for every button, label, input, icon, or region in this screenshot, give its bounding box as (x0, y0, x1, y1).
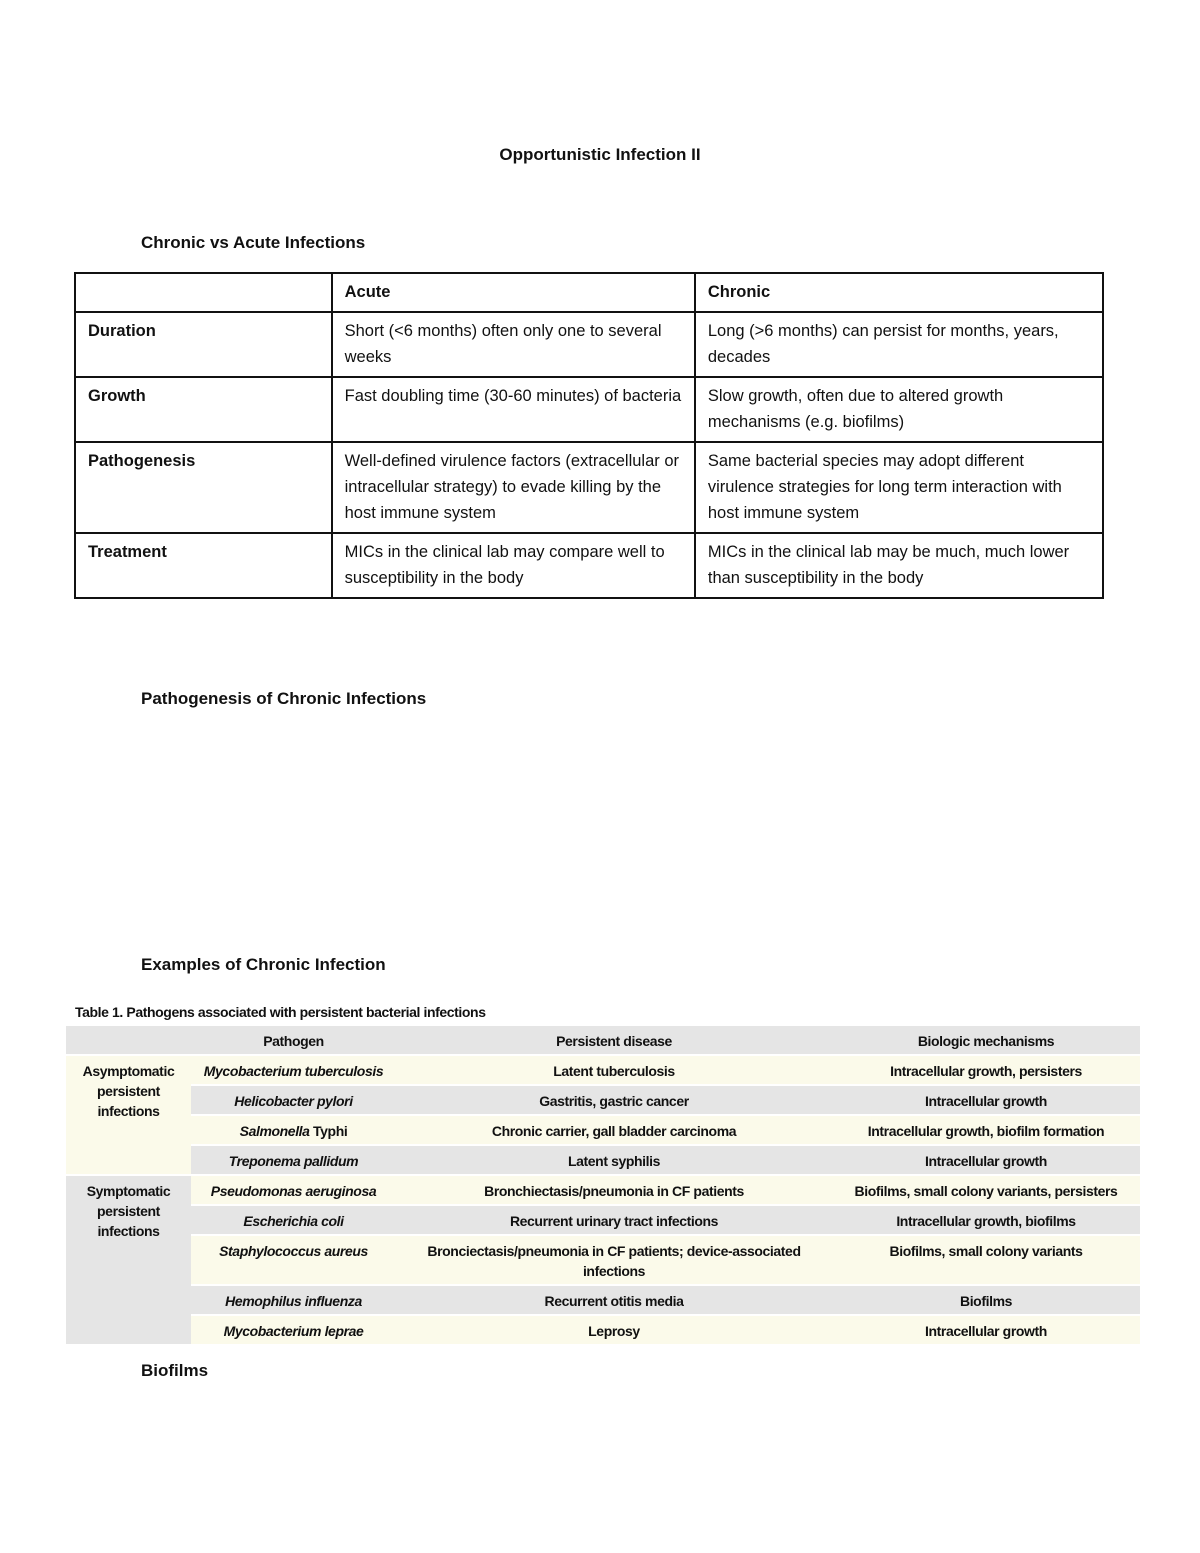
acute-cell: Short (<6 months) often only one to several weeks (332, 312, 695, 377)
pathogen-cell: Mycobacterium leprae (191, 1315, 396, 1345)
chronic-cell: MICs in the clinical lab may be much, much lower than susceptibility in the body (695, 533, 1103, 598)
table-caption (75, 1004, 486, 1020)
disease-cell: Recurrent urinary tract infections (396, 1205, 832, 1235)
table-header-row (75, 273, 1103, 312)
pathogen-serovar: Typhi (309, 1123, 348, 1139)
mechanism-cell: Intracellular growth (832, 1085, 1140, 1115)
disease-cell: Latent syphilis (396, 1145, 832, 1175)
mechanism-cell: Intracellular growth, biofilm formation (832, 1115, 1140, 1145)
table-row (75, 442, 1103, 533)
table-row (66, 1085, 1140, 1115)
disease-cell: Recurrent otitis media (396, 1285, 832, 1315)
table-caption-label: Table 1. (75, 1004, 123, 1020)
table-caption-text: Pathogens associated with persistent bacterial infections (126, 1004, 486, 1020)
mechanism-cell: Biofilms, small colony variants (832, 1235, 1140, 1285)
heading-chronic-vs-acute: Chronic vs Acute Infections (141, 233, 366, 252)
comparison-table (74, 272, 1104, 599)
mechanism-cell: Biofilms, small colony variants, persisters (832, 1175, 1140, 1205)
mechanism-cell: Intracellular growth (832, 1145, 1140, 1175)
table-row (75, 377, 1103, 442)
mechanism-cell: Intracellular growth (832, 1315, 1140, 1345)
table-row (66, 1205, 1140, 1235)
column-header-disease: Persistent disease (396, 1026, 832, 1055)
pathogen-cell: Treponema pallidum (191, 1145, 396, 1175)
column-header-group (66, 1026, 191, 1055)
table-row (66, 1285, 1140, 1315)
table-row (75, 312, 1103, 377)
column-header-mechanism: Biologic mechanisms (832, 1026, 1140, 1055)
table-row (75, 533, 1103, 598)
heading-pathogenesis: Pathogenesis of Chronic Infections (141, 689, 427, 708)
table-row (66, 1145, 1140, 1175)
pathogen-cell: Staphylococcus aureus (191, 1235, 396, 1285)
pathogen-genus: Salmonella (239, 1123, 310, 1139)
table-row (66, 1175, 1140, 1205)
pathogen-cell: Pseudomonas aeruginosa (191, 1175, 396, 1205)
page-title: Opportunistic Infection II (499, 145, 701, 164)
pathogen-cell: Escherichia coli (191, 1205, 396, 1235)
acute-cell: Fast doubling time (30-60 minutes) of bacteria (332, 377, 695, 442)
acute-cell: MICs in the clinical lab may compare well to susceptibility in the body (332, 533, 695, 598)
pathogen-cell (191, 1115, 396, 1145)
disease-cell: Bronchiectasis/pneumonia in CF patients (396, 1175, 832, 1205)
disease-cell: Leprosy (396, 1315, 832, 1345)
disease-cell: Bronciectasis/pneumonia in CF patients; device-associated infections (396, 1235, 832, 1285)
table-row (66, 1115, 1140, 1145)
table-header-row (66, 1026, 1140, 1055)
table-row (66, 1055, 1140, 1085)
pathogen-cell: Hemophilus influenza (191, 1285, 396, 1315)
group-label-asymptomatic: Asymptomatic persistent infections (66, 1055, 191, 1175)
acute-cell: Well-defined virulence factors (extracellular or intracellular strategy) to evade killing by the host immune system (332, 442, 695, 533)
table-row (66, 1235, 1140, 1285)
pathogen-cell: Helicobacter pylori (191, 1085, 396, 1115)
column-header (75, 273, 332, 312)
mechanism-cell: Intracellular growth, biofilms (832, 1205, 1140, 1235)
row-label: Growth (75, 377, 332, 442)
column-header-acute: Acute (332, 273, 695, 312)
mechanism-cell: Intracellular growth, persisters (832, 1055, 1140, 1085)
heading-biofilms: Biofilms (141, 1361, 209, 1380)
disease-cell: Gastritis, gastric cancer (396, 1085, 832, 1115)
row-label: Pathogenesis (75, 442, 332, 533)
mechanism-cell: Biofilms (832, 1285, 1140, 1315)
row-label: Treatment (75, 533, 332, 598)
pathogen-cell: Mycobacterium tuberculosis (191, 1055, 396, 1085)
disease-cell: Latent tuberculosis (396, 1055, 832, 1085)
disease-cell: Chronic carrier, gall bladder carcinoma (396, 1115, 832, 1145)
chronic-cell: Same bacterial species may adopt different virulence strategies for long term interaction with host immune system (695, 442, 1103, 533)
row-label: Duration (75, 312, 332, 377)
pathogen-table (66, 1026, 1140, 1346)
table-row (66, 1315, 1140, 1345)
heading-examples: Examples of Chronic Infection (141, 955, 386, 974)
column-header-chronic: Chronic (695, 273, 1103, 312)
chronic-cell: Slow growth, often due to altered growth mechanisms (e.g. biofilms) (695, 377, 1103, 442)
chronic-cell: Long (>6 months) can persist for months, years, decades (695, 312, 1103, 377)
column-header-pathogen: Pathogen (191, 1026, 396, 1055)
group-label-symptomatic: Symptomatic persistent infections (66, 1175, 191, 1345)
